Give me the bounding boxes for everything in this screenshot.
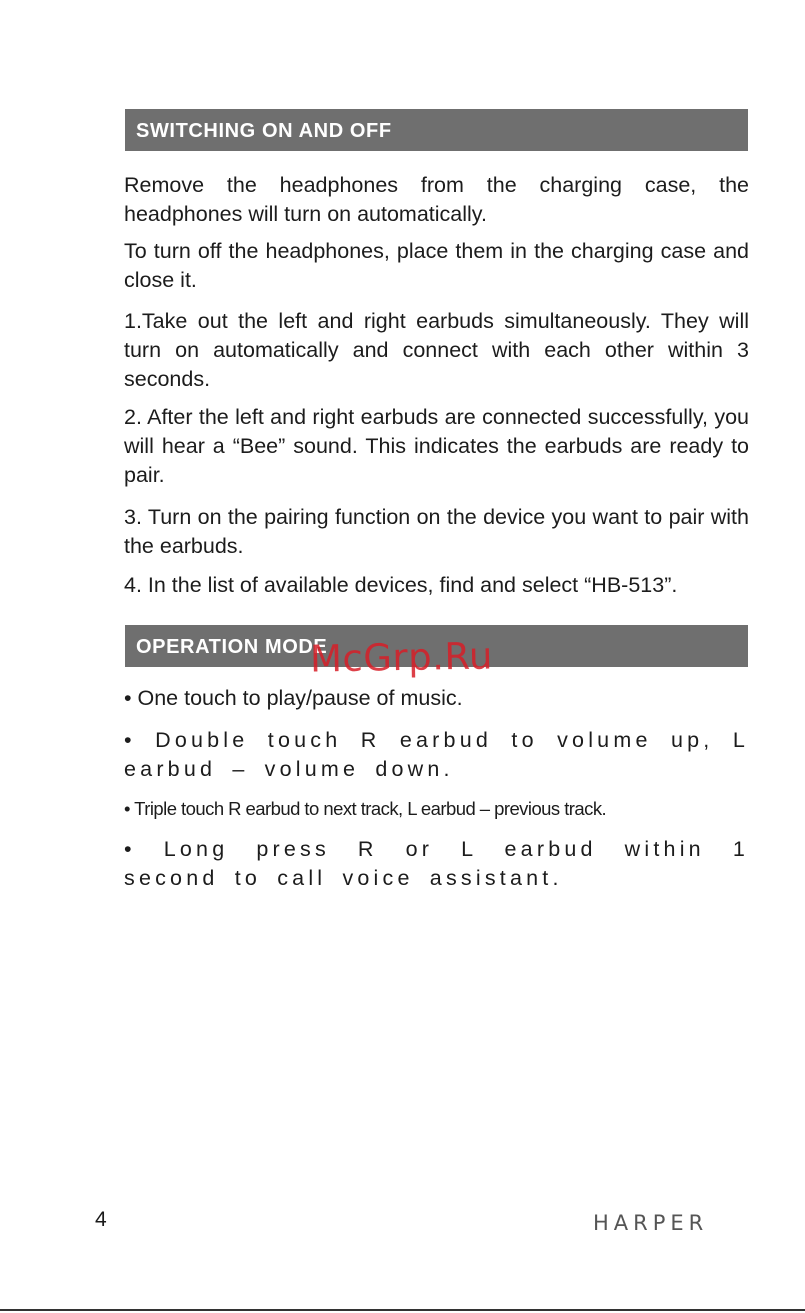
switching-paragraph-2: To turn off the headphones, place them in the charging case and close it. <box>124 239 749 292</box>
switching-step-4: 4. In the list of available devices, find and select “HB-513”. <box>124 573 678 597</box>
watermark-text: McGrp.Ru <box>309 634 494 681</box>
page-number: 4 <box>95 1208 107 1231</box>
operation-item-2: • Double touch R earbud to volume up, L earbud – volume down. <box>124 728 749 781</box>
switching-section-header: SWITCHING ON AND OFF <box>125 109 748 151</box>
switching-step-3: 3. Turn on the pairing function on the device you want to pair with the earbuds. <box>124 505 749 558</box>
operation-item-4: • Long press R or L earbud within 1 second to call voice assistant. <box>124 837 749 890</box>
switching-step-1: 1.Take out the left and right earbuds simultaneously. They will turn on automatically and connect with each other within 3 seconds. <box>124 309 749 391</box>
operation-section-header: OPERATION MODE <box>125 625 748 667</box>
bottom-divider <box>0 1309 805 1311</box>
operation-item-1: • One touch to play/pause of music. <box>124 686 463 710</box>
switching-paragraph-1: Remove the headphones from the charging case, the headphones will turn on automatically. <box>124 173 749 226</box>
switching-step-2: 2. After the left and right earbuds are connected successfully, you will hear a “Bee” sound. This indicates the earbuds are ready to pair. <box>124 405 749 487</box>
operation-item-3: • Triple touch R earbud to next track, L earbud – previous track. <box>124 798 607 819</box>
harper-logo: HARPER <box>593 1211 709 1235</box>
